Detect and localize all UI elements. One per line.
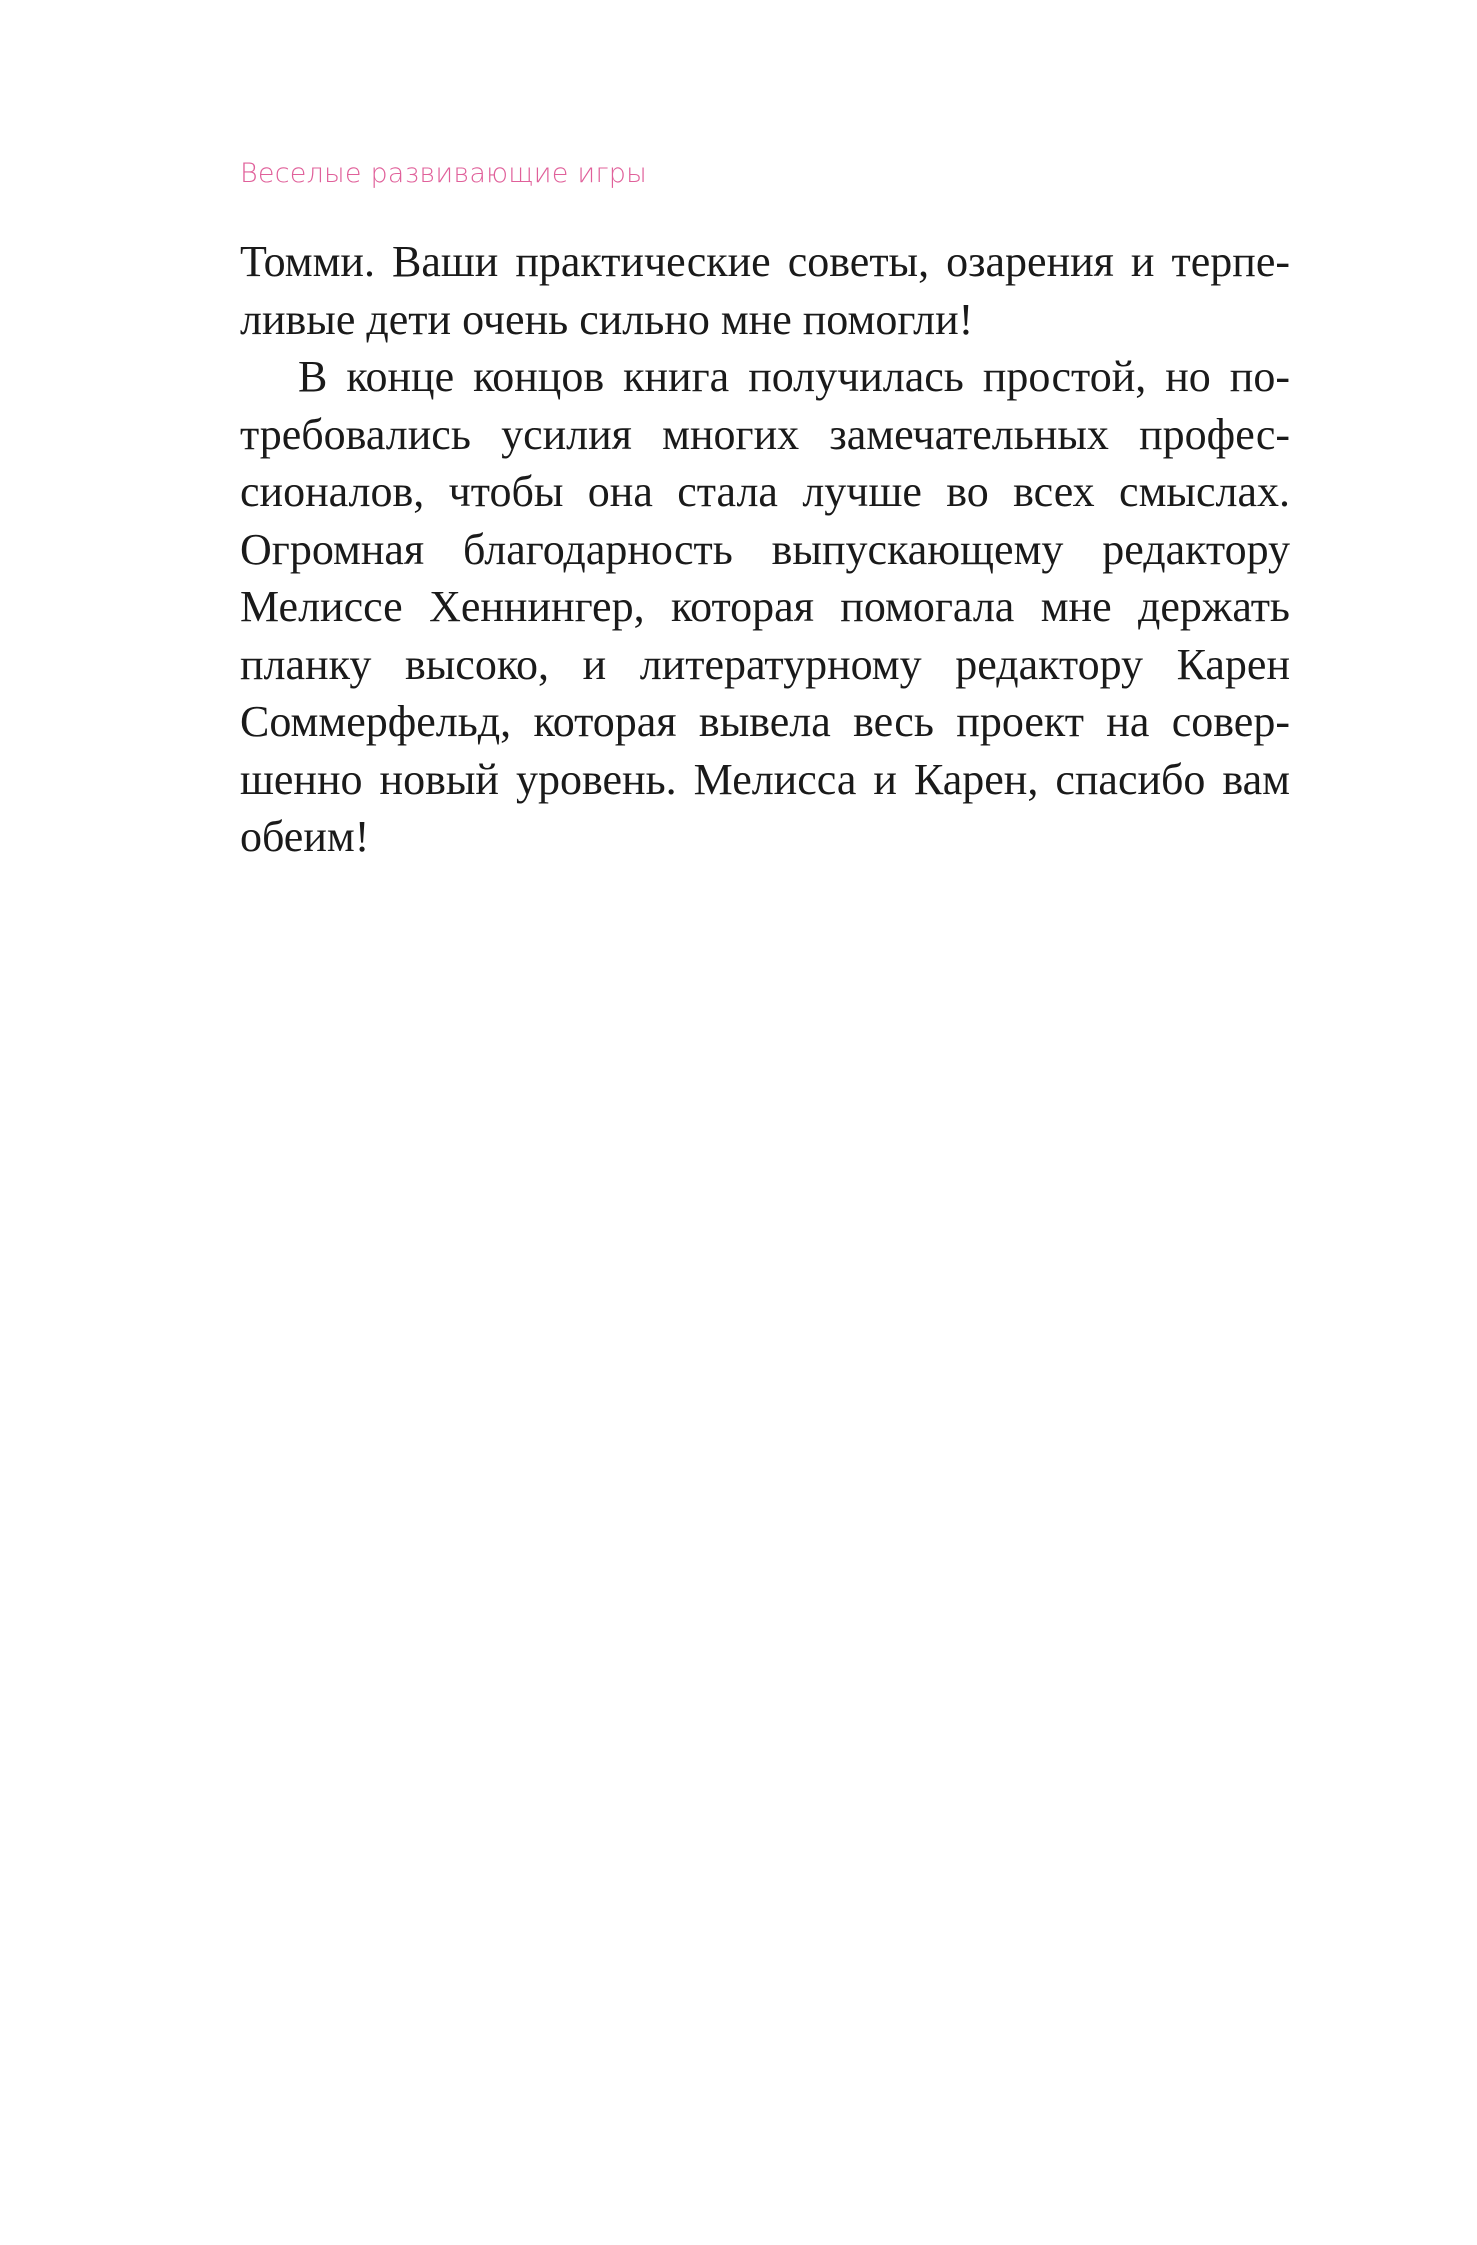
body-text (240, 233, 1290, 866)
paragraph-line: шенно новый уровень. Мелисса и Карен, спасибо вам (240, 754, 1290, 804)
paragraph-line: Мелиссе Хеннингер, которая помогала мне держать (240, 582, 1290, 631)
paragraph-line: Огромная благодарность выпускающему редактору (240, 524, 1290, 574)
running-head: Веселые развивающие игры (240, 158, 647, 189)
paragraph-line: Томми. Ваши практические советы, озарения и терпе- (240, 237, 1290, 286)
paragraph-line: Соммерфельд, которая вывела весь проект на совер- (240, 697, 1290, 746)
paragraph-line: ливые дети очень сильно мне помогли! (240, 294, 974, 344)
paragraph-line: планку высоко, и литературному редактору Карен (240, 639, 1290, 689)
paragraph-line: сионалов, чтобы она стала лучше во всех смыслах. (240, 467, 1290, 516)
paragraph-line: В конце концов книга получилась простой, но по- (298, 352, 1290, 401)
paragraph-line: обеим! (240, 812, 370, 861)
paragraph-line: требовались усилия многих замечательных профес- (240, 409, 1290, 459)
